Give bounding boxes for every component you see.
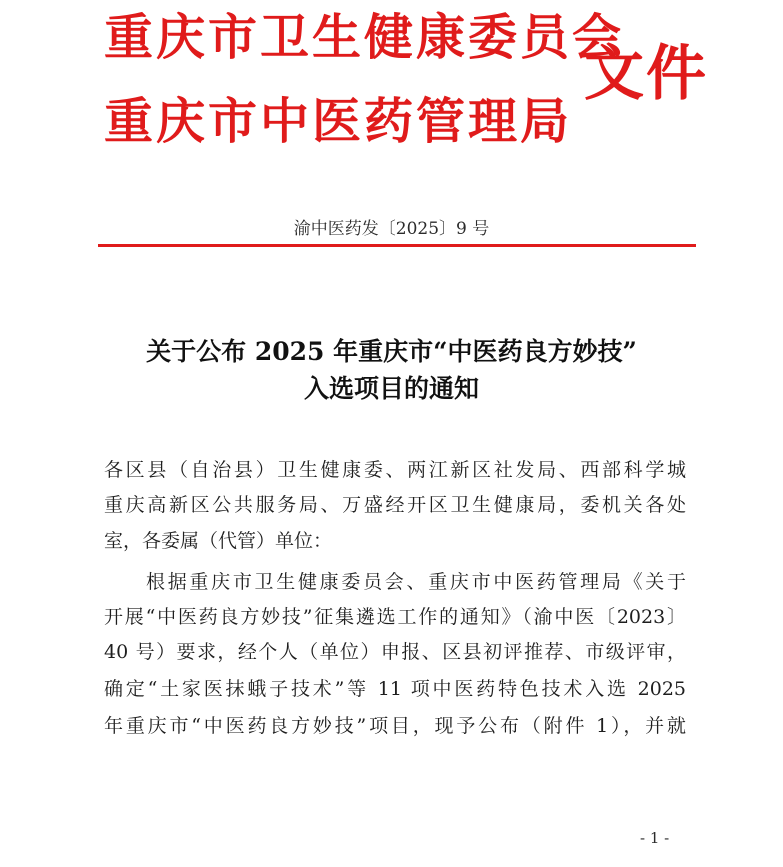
- body-line: 确定“土家医抹蛾子技术”等 11 项中医药特色技术入选 2025: [104, 678, 686, 700]
- body-line: 年重庆市“中医药良方妙技”项目，现予公布（附件 1），并就: [104, 715, 686, 737]
- page-number: - 1 -: [640, 829, 670, 847]
- body-line: 各区县（自治县）卫生健康委、两江新区社发局、西部科学城: [104, 459, 686, 481]
- body-line: 室，各委属（代管）单位：: [104, 530, 333, 552]
- body-line: 40 号）要求，经个人（单位）申报、区县初评推荐、市级评审，: [104, 641, 686, 663]
- body-line: 重庆高新区公共服务局、万盛经开区卫生健康局，委机关各处: [104, 494, 686, 516]
- notice-title-line-1: 关于公布 2025 年重庆市“中医药良方妙技”: [146, 337, 637, 366]
- document-number: 渝中医药发〔2025〕9 号: [293, 219, 490, 239]
- issuer-name-tcm-administration: 重庆市中医药管理局: [104, 92, 573, 150]
- issuer-name-health-commission: 重庆市卫生健康委员会: [104, 8, 625, 66]
- notice-title-line-2: 入选项目的通知: [303, 374, 479, 403]
- body-line: 开展“中医药良方妙技”征集遴选工作的通知》（渝中医〔2023〕: [104, 606, 686, 628]
- red-divider-line: [98, 244, 696, 247]
- document-type-suffix: 文件: [584, 39, 708, 109]
- body-line: 根据重庆市卫生健康委员会、重庆市中医药管理局《关于: [146, 571, 686, 593]
